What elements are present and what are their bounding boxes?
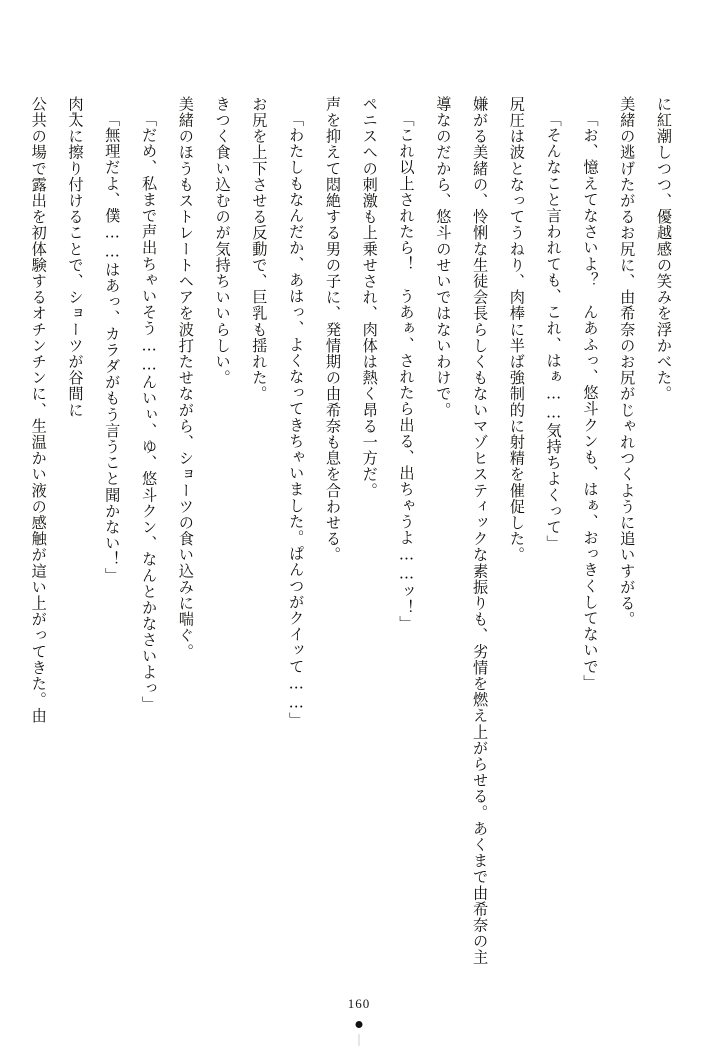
- paragraph: お尻を上下させる反動で、巨乳も揺れた。: [250, 96, 269, 402]
- paragraph: きつく食い込むのが気持ちいいらしい。: [213, 96, 232, 386]
- paragraph: 公共の場で露出を初体験するオチンチンに、生温かい液の感触が這い上がってきた。由: [29, 96, 48, 724]
- spine-mark: [359, 1034, 360, 1046]
- paragraph: ペニスへの刺激も上乗せされ、肉体は熱く昂る一方だ。: [360, 96, 379, 499]
- paragraph: に紅潮しつつ、優越感の笑みを浮かべた。: [655, 96, 673, 402]
- paragraph: 美緒のほうもストレートヘアを波打たせながら、ショーツの食い込みに喘ぐ。: [176, 96, 195, 660]
- paragraph: 「お、憶えてなさいよ？ んあふっ、悠斗クンも、はぁ、おっきくしてないで」: [581, 111, 600, 691]
- paragraph: 尻圧は波となってうねり、肉棒に半ば強制的に射精を催促した。: [507, 96, 526, 563]
- paragraph: 声を抑えて悶絶する男の子に、発情期の由希奈も息を合わせる。: [323, 96, 342, 563]
- paragraph: 美緒の逃げたがるお尻に、由希奈のお尻がじゃれつくように追いすがる。: [618, 96, 637, 628]
- paragraph: 「これ以上されたら！ うあぁ、されたら出る、出ちゃうよ……ッ！」: [397, 111, 416, 632]
- paragraph: 肉太に擦り付けることで、ショーツが谷間に: [66, 96, 85, 418]
- paragraph: 「無理だよ、僕……はあっ、カラダがもう言うこと聞かない！」: [103, 111, 122, 584]
- body-text: [29, 96, 682, 966]
- footer-dot-ornament: [356, 1021, 363, 1028]
- paragraph: 「わたしもなんだか、あはっ、よくなってきちゃいました。ぱんつがクイッて……」: [287, 111, 306, 729]
- paragraph: 「そんなこと言われても、これ、はぁ……気持ちよくって」: [544, 111, 563, 552]
- paragraph: 「だめ、私まで声出ちゃいそう……んいぃ、ゆ、悠斗クン、なんとかなさいよっ」: [140, 111, 159, 713]
- paragraph: 嫌がる美緒の、怜悧な生徒会長らしくもないマゾヒスティックな素振りも、劣情を燃え上がらせる。あくまで由希奈の主導なのだから、悠斗のせいではないわけで。: [434, 96, 490, 966]
- page-number: 160: [347, 996, 371, 1011]
